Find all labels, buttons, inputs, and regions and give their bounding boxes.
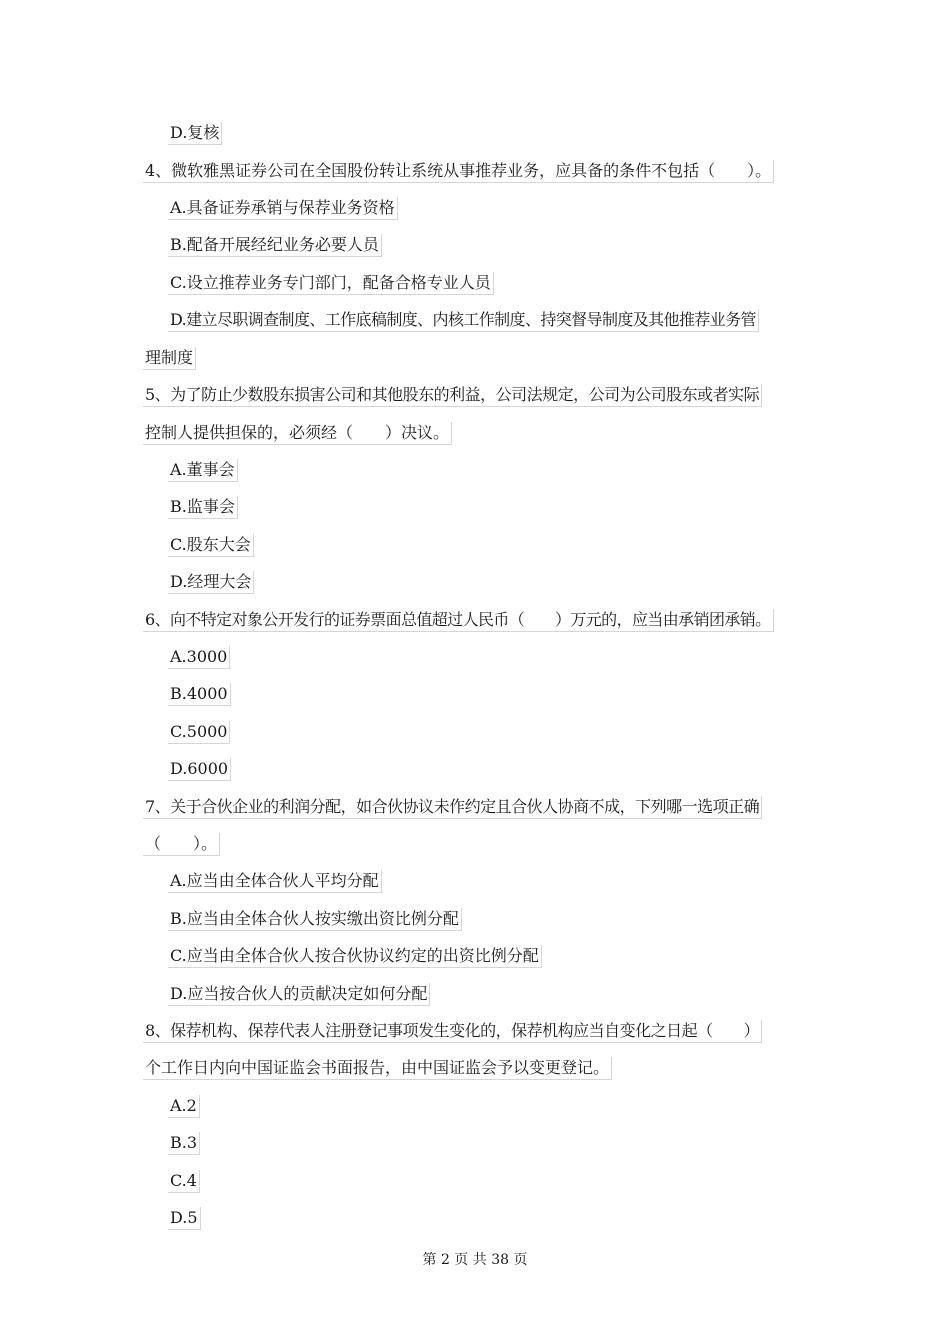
option-4d: D.建立尽职调查制度、工作底稿制度、内核工作制度、持突督导制度及其他推荐业务管: [168, 309, 759, 332]
option-7d: D.应当按合伙人的贡献决定如何分配: [168, 983, 430, 1006]
option-6b: B.4000: [168, 683, 231, 706]
option-6c: C.5000: [168, 721, 230, 744]
option-8b: B.3: [168, 1132, 200, 1155]
option-8c: C.4: [168, 1170, 200, 1193]
option-6d: D.6000: [168, 758, 231, 781]
question-8-continued: 个工作日内向中国证监会书面报告，由中国证监会予以变更登记。: [143, 1057, 612, 1080]
option-4c: C.设立推荐业务专门部门，配备合格专业人员: [168, 272, 494, 295]
option-7a: A.应当由全体合伙人平均分配: [168, 870, 382, 893]
question-7: 7、关于合伙企业的利润分配，如合伙协议未作约定且合伙人协商不成，下列哪一选项正确: [143, 796, 762, 819]
option-5d: D.经理大会: [168, 571, 254, 594]
question-4: 4、微软雅黑证券公司在全国股份转让系统从事推荐业务，应具备的条件不包括（ ）。: [143, 160, 774, 183]
question-8: 8、保荐机构、保荐代表人注册登记事项发生变化的，保荐机构应当自变化之日起（ ）: [143, 1020, 762, 1043]
option-3d: D.复核: [168, 122, 222, 145]
option-5c: C.股东大会: [168, 534, 254, 557]
option-5a: A.董事会: [168, 459, 238, 482]
page-number-footer: 第 2 页 共 38 页: [422, 1252, 528, 1268]
question-6: 6、向不特定对象公开发行的证券票面总值超过人民币（ ）万元的，应当由承销团承销。: [143, 609, 774, 632]
option-4d-continued: 理制度: [143, 347, 196, 370]
question-7-continued: （ ）。: [143, 833, 220, 856]
option-6a: A.3000: [168, 646, 230, 669]
question-5: 5、为了防止少数股东损害公司和其他股东的利益，公司法规定，公司为公司股东或者实际: [143, 384, 762, 407]
option-8a: A.2: [168, 1095, 200, 1118]
question-5-continued: 控制人提供担保的，必须经（ ）决议。: [143, 422, 452, 445]
option-8d: D.5: [168, 1207, 201, 1230]
option-5b: B.监事会: [168, 496, 238, 519]
option-4b: B.配备开展经纪业务必要人员: [168, 234, 382, 257]
option-7b: B.应当由全体合伙人按实缴出资比例分配: [168, 908, 462, 931]
option-7c: C.应当由全体合伙人按合伙协议约定的出资比例分配: [168, 945, 542, 968]
option-4a: A.具备证券承销与保荐业务资格: [168, 197, 398, 220]
